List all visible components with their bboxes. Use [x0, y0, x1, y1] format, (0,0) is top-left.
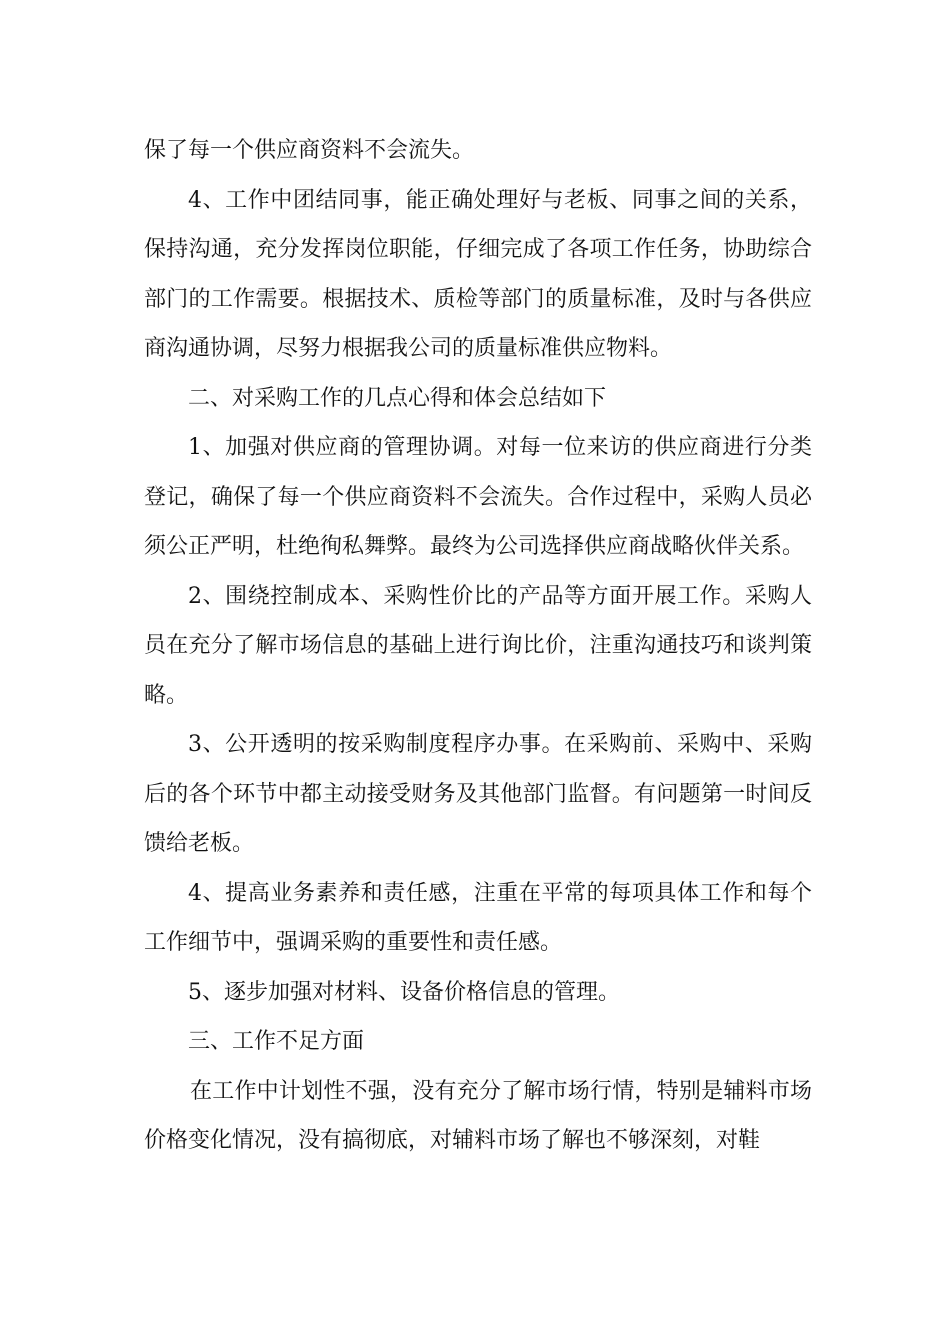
paragraph-item-2: 2、围绕控制成本、采购性价比的产品等方面开展工作。采购人员在充分了解市场信息的基础上进行询比价，注重沟通技巧和谈判策略。	[144, 583, 812, 708]
paragraph-continuation: 保了每一个供应商资料不会流失。	[144, 138, 475, 163]
paragraph-item-4: 4、提高业务素养和责任感，注重在平常的每项具体工作和每个工作细节中，强调采购的重要性和责任感。	[144, 880, 812, 955]
paragraph-item-5: 5、逐步加强对材料、设备价格信息的管理。	[188, 979, 620, 1005]
paragraph-shortcomings: 在工作中计划性不强，没有充分了解市场行情，特别是辅料市场价格变化情况，没有搞彻底，对辅料市场了解也不够深刻，对鞋	[144, 1078, 812, 1153]
paragraph-item-3: 3、公开透明的按采购制度程序办事。在采购前、采购中、采购后的各个环节中都主动接受财务及其他部门监督。有问题第一时间反馈给老板。	[144, 732, 812, 856]
paragraph-item-1: 1、加强对供应商的管理协调。对每一位来访的供应商进行分类登记，确保了每一个供应商资料不会流失。合作过程中，采购人员必须公正严明，杜绝徇私舞弊。最终为公司选择供应商战略伙伴关系。	[144, 435, 812, 559]
paragraph-item-4-teamwork: 4、工作中团结同事，能正确处理好与老板、同事之间的关系，保持沟通，充分发挥岗位职能，仔细完成了各项工作任务，协助综合部门的工作需要。根据技术、质检等部门的质量标准，及时与各供应商沟通协调，尽努力根据我公司的质量标准供应物料。	[144, 187, 812, 361]
document-body	[144, 126, 812, 1166]
section-heading-3: 三、工作不足方面	[188, 1029, 365, 1054]
section-heading-2: 二、对采购工作的几点心得和体会总结如下	[188, 385, 607, 411]
